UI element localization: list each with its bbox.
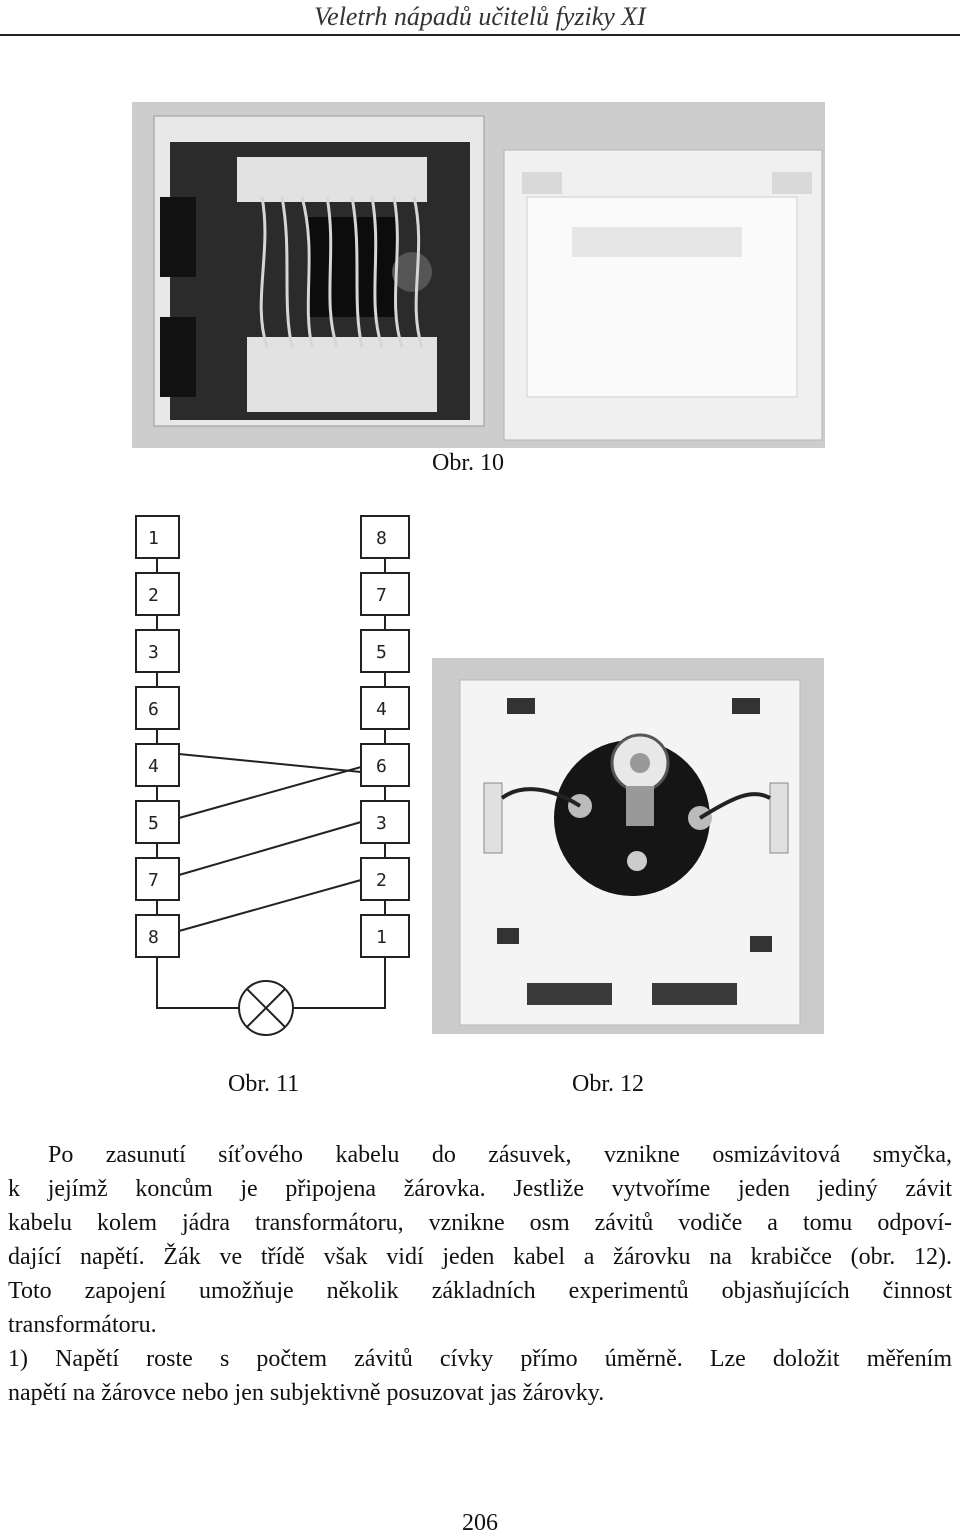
paragraph-line: Po zasunutí síťového kabelu do zásuvek, vznikne osmizávitová smyčka,: [48, 1142, 952, 1168]
body-text: [8, 1138, 952, 1410]
left-label-6: 5: [148, 813, 159, 834]
paragraph-line: kabelu kolem jádra transformátoru, vznikne osm závitů vodiče a tomu odpoví-: [8, 1210, 952, 1236]
paragraph-line: Toto zapojení umožňuje několik základních experimentů objasňujících činnost: [8, 1278, 952, 1304]
figure-12-photo: [432, 658, 824, 1034]
wiring-diagram-svg: [126, 508, 426, 1038]
left-label-2: 2: [148, 585, 159, 606]
figure-11-caption: Obr. 11: [228, 1071, 300, 1097]
right-label-2: 7: [376, 585, 387, 606]
left-label-7: 7: [148, 870, 159, 891]
left-label-1: 1: [148, 528, 159, 549]
page-number: 206: [462, 1510, 498, 1536]
left-label-5: 4: [148, 756, 159, 777]
figure-10-caption: Obr. 10: [432, 450, 504, 476]
bulb-box-illustration: [432, 658, 824, 1034]
page-header: [0, 0, 960, 40]
left-label-8: 8: [148, 927, 159, 948]
figure-11-diagram: [126, 508, 426, 1038]
paragraph-line: dající napětí. Žák ve třídě však vidí jeden kabel a žárovku na krabičce (obr. 12).: [8, 1244, 952, 1270]
paragraph-line: transformátoru.: [8, 1312, 157, 1338]
right-label-8: 1: [376, 927, 387, 948]
left-label-4: 6: [148, 699, 159, 720]
figure-12-caption: Obr. 12: [572, 1071, 644, 1097]
paragraph-line: napětí na žárovce nebo jen subjektivně posuzovat jas žárovky.: [8, 1380, 605, 1406]
right-label-6: 3: [376, 813, 387, 834]
right-label-5: 6: [376, 756, 387, 777]
paragraph-line: 1) Napětí roste s počtem závitů cívky přímo úměrně. Lze doložit měřením: [8, 1346, 952, 1372]
socket-box-illustration: [132, 102, 825, 448]
right-label-7: 2: [376, 870, 387, 891]
right-label-3: 5: [376, 642, 387, 663]
left-label-3: 3: [148, 642, 159, 663]
paragraph-line: k jejímž koncům je připojena žárovka. Jestliže vytvoříme jeden jediný závit: [8, 1176, 952, 1202]
header-rule: [0, 34, 960, 36]
right-label-4: 4: [376, 699, 387, 720]
figure-10-photo: [132, 102, 825, 448]
running-title: Veletrh nápadů učitelů fyziky XI: [314, 2, 646, 31]
right-label-1: 8: [376, 528, 387, 549]
